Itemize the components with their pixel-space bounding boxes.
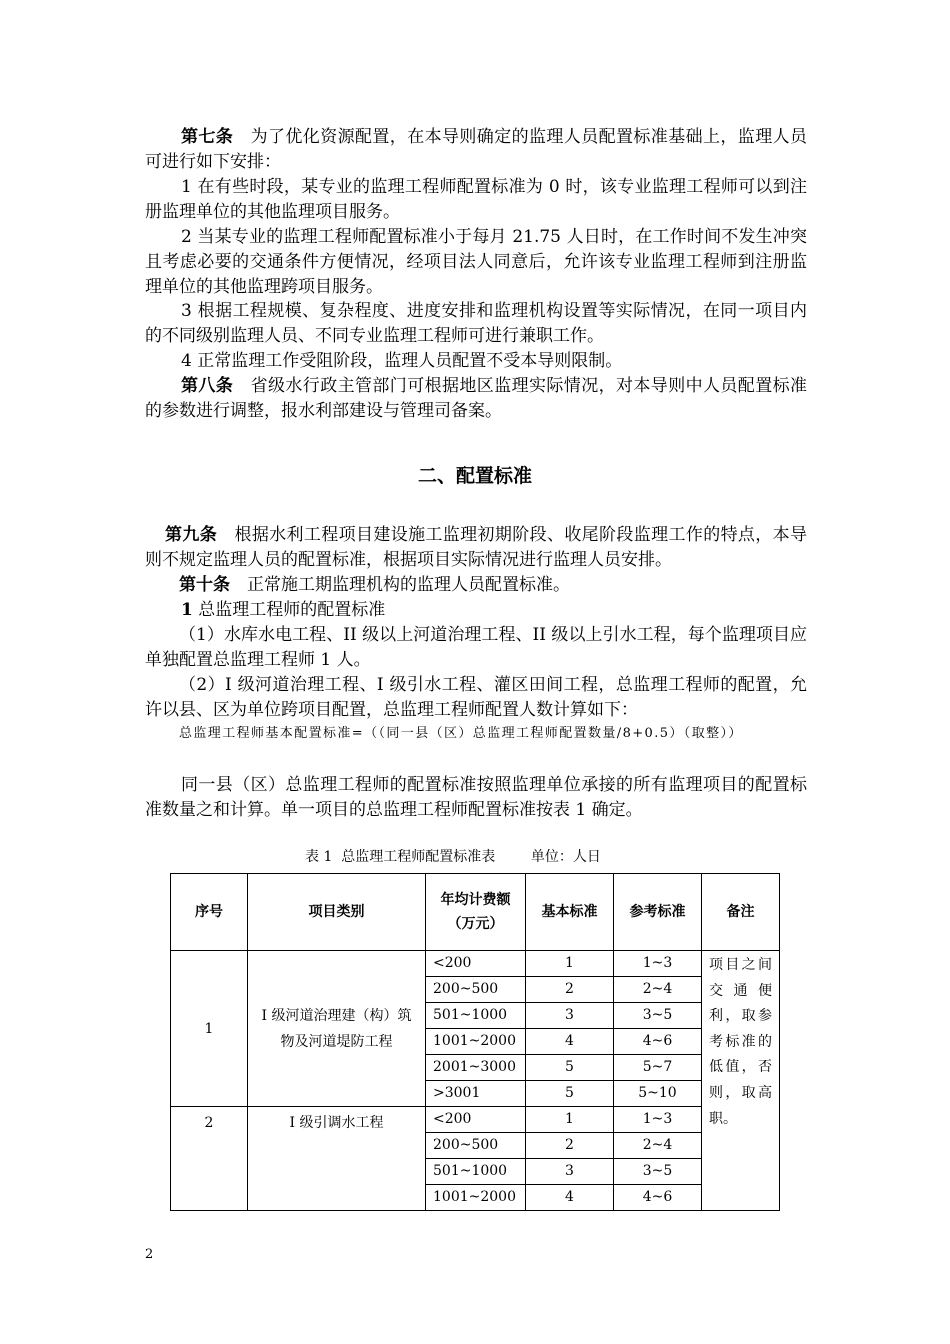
basic-cell: 4 [526, 1185, 614, 1211]
amount-cell: <200 [426, 951, 526, 977]
basic-cell: 1 [526, 951, 614, 977]
paragraph-2: （2）I 级河道治理工程、I 级引水工程、灌区田间工程，总监理工程师的配置，允许以县、区为单位跨项目配置，总监理工程师配置人数计算如下： [145, 675, 807, 720]
subsection-1-number: 1 [181, 600, 193, 620]
formula-text: 总监理工程师基本配置标准=（（同一县（区）总监理工程师配置数量/8+0.5）（取整）） [179, 726, 743, 741]
reference-cell: 2~4 [614, 1133, 702, 1159]
article-8-label: 第八条 [181, 376, 234, 396]
table-row [171, 951, 780, 977]
amount-cell: 2001~3000 [426, 1055, 526, 1081]
reference-cell: 4~6 [614, 1185, 702, 1211]
basic-cell: 3 [526, 1159, 614, 1185]
group-number: 2 [171, 1107, 248, 1211]
remark-note: 项目之间交通便利，取参考标准的低值，否则，取高职。 [702, 951, 780, 1211]
header-no: 序号 [171, 874, 248, 951]
config-standard-table [170, 873, 780, 1211]
header-remark: 备注 [702, 874, 780, 951]
article-8 [145, 374, 807, 424]
table-header-row [171, 874, 780, 951]
header-category: 项目类别 [248, 874, 426, 951]
article-9 [145, 523, 807, 573]
amount-cell: 501~1000 [426, 1003, 526, 1029]
section-heading: 二、配置标准 [417, 465, 532, 487]
article-7-item-1: 1 在有些时段，某专业的监理工程师配置标准为 0 时，该专业监理工程师可以到注册监理单位的其他监理项目服务。 [145, 177, 807, 222]
table-row [171, 1107, 780, 1133]
subsection-1-title: 总监理工程师的配置标准 [192, 600, 386, 620]
group-number: 1 [171, 951, 248, 1107]
table-caption: 表 1 总监理工程师配置标准表 单位：人日 [305, 849, 601, 865]
basic-cell: 3 [526, 1003, 614, 1029]
amount-cell: 200~500 [426, 1133, 526, 1159]
reference-cell: 5~10 [614, 1081, 702, 1107]
amount-cell: 1001~2000 [426, 1029, 526, 1055]
header-basic-standard: 基本标准 [526, 874, 614, 951]
subsection-1 [145, 598, 807, 623]
group-category: I 级引调水工程 [248, 1107, 426, 1211]
article-7-intro [145, 125, 807, 175]
reference-cell: 3~5 [614, 1003, 702, 1029]
article-7-item-3: 3 根据工程规模、复杂程度、进度安排和监理机构设置等实际情况，在同一项目内的不同级别监理人员、不同专业监理工程师可进行兼职工作。 [145, 301, 807, 346]
basic-cell: 4 [526, 1029, 614, 1055]
reference-cell: 4~6 [614, 1029, 702, 1055]
basic-cell: 2 [526, 1133, 614, 1159]
page-number: 2 [145, 1247, 154, 1262]
header-annual-fee: 年均计费额（万元） [426, 874, 526, 951]
reference-cell: 5~7 [614, 1055, 702, 1081]
reference-cell: 1~3 [614, 1107, 702, 1133]
basic-cell: 1 [526, 1107, 614, 1133]
amount-cell: 501~1000 [426, 1159, 526, 1185]
reference-cell: 3~5 [614, 1159, 702, 1185]
article-7-item-2: 2 当某专业的监理工程师配置标准小于每月 21.75 人日时，在工作时间不发生冲突且考虑必要的交通条件方便情况，经项目法人同意后，允许该专业监理工程师到注册监理单位的其他监理跨项目服务。 [145, 227, 807, 297]
article-7-label: 第七条 [181, 127, 234, 147]
group-category: I 级河道治理建（构）筑物及河道堤防工程 [248, 951, 426, 1107]
article-8-text: 省级水行政主管部门可根据地区监理实际情况，对本导则中人员配置标准的参数进行调整，报水利部建设与管理司备案。 [145, 376, 808, 421]
basic-cell: 5 [526, 1055, 614, 1081]
header-reference-standard: 参考标准 [614, 874, 702, 951]
amount-cell: >3001 [426, 1081, 526, 1107]
article-9-label: 第九条 [165, 525, 218, 545]
article-10-label: 第十条 [179, 575, 230, 595]
amount-cell: 200~500 [426, 977, 526, 1003]
paragraph-3: 同一县（区）总监理工程师的配置标准按照监理单位承接的所有监理项目的配置标准数量之和计算。单一项目的总监理工程师配置标准按表 1 确定。 [145, 775, 807, 820]
basic-cell: 5 [526, 1081, 614, 1107]
amount-cell: <200 [426, 1107, 526, 1133]
reference-cell: 1~3 [614, 951, 702, 977]
article-7-item-4: 4 正常监理工作受阻阶段，监理人员配置不受本导则限制。 [181, 351, 623, 371]
article-10 [145, 573, 807, 598]
paragraph-1: （1）水库水电工程、II 级以上河道治理工程、II 级以上引水工程，每个监理项目应单独配置总监理工程师 1 人。 [145, 625, 807, 670]
article-7-text: 为了优化资源配置，在本导则确定的监理人员配置标准基础上，监理人员可进行如下安排： [145, 127, 808, 172]
reference-cell: 2~4 [614, 977, 702, 1003]
amount-cell: 1001~2000 [426, 1185, 526, 1211]
basic-cell: 2 [526, 977, 614, 1003]
article-10-text: 正常施工期监理机构的监理人员配置标准。 [230, 575, 570, 595]
article-9-text: 根据水利工程项目建设施工监理初期阶段、收尾阶段监理工作的特点，本导则不规定监理人员的配置标准，根据项目实际情况进行监理人员安排。 [145, 525, 808, 570]
